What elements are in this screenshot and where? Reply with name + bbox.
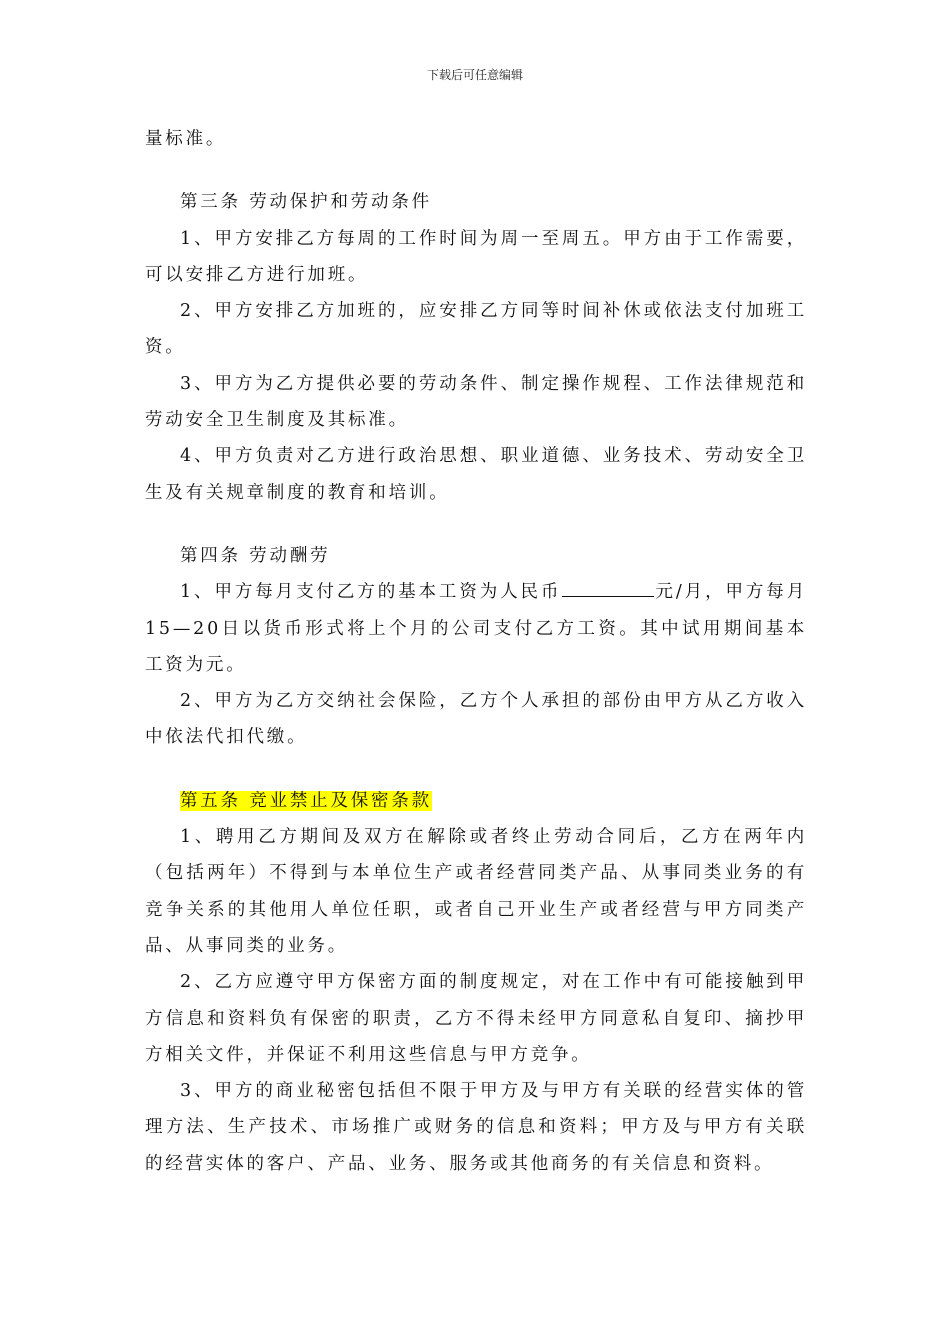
article-4-item-2: 2、甲方为乙方交纳社会保险，乙方个人承担的部份由甲方从乙方收入中依法代扣代缴。 bbox=[145, 691, 807, 748]
article-5-item-2: 2、乙方应遵守甲方保密方面的制度规定，对在工作中有可能接触到甲方信息和资料负有保密的职责，乙方不得未经甲方同意私自复印、摘抄甲方相关文件，并保证不利用这些信息与甲方竞争。 bbox=[145, 972, 807, 1065]
article-4-item-1-text-b: 元/月，甲方每月15—20日以货币形式将上个月的公司支付乙方工资。其中试用期间基本工资为元。 bbox=[145, 582, 808, 675]
page-header: 下载后可任意编辑 bbox=[426, 68, 523, 82]
intro-continuation: 量标准。 bbox=[145, 129, 227, 149]
article-4-item-1-text-a: 1、甲方每月支付乙方的基本工资为人民币 bbox=[180, 582, 562, 603]
article-5-item-3: 3、甲方的商业秘密包括但不限于甲方及与甲方有关联的经营实体的管理方法、生产技术、市场推广或财务的信息和资料；甲方及与甲方有关联的经营实体的客户、产品、业务、服务或其他商务的有关信息和资料。 bbox=[145, 1081, 807, 1174]
article-4-item-1 bbox=[145, 574, 807, 683]
article-3-item-3: 3、甲方为乙方提供必要的劳动条件、制定操作规程、工作法律规范和劳动安全卫生制度及其标准。 bbox=[145, 373, 807, 431]
section-gap bbox=[145, 511, 807, 538]
article-3-item-4: 4、甲方负责对乙方进行政治思想、职业道德、业务技术、劳动安全卫生及有关规章制度的教育和培训。 bbox=[145, 446, 807, 503]
article-5-title: 第五条 竞业禁止及保密条款 bbox=[180, 790, 432, 811]
article-4-title: 第四条 劳动酬劳 bbox=[180, 545, 331, 566]
section-gap bbox=[145, 756, 807, 783]
article-3-item-1: 1、甲方安排乙方每周的工作时间为周一至周五。甲方由于工作需要，可以安排乙方进行加班。 bbox=[145, 228, 807, 285]
article-5-item-1: 1、聘用乙方期间及双方在解除或者终止劳动合同后，乙方在两年内（包括两年）不得到与本单位生产或者经营同类产品、从事同类业务的有竞争关系的其他用人单位任职，或者自己开业生产或者经营与甲方同类产品、从事同类的业务。 bbox=[145, 827, 807, 956]
article-3-item-2: 2、甲方安排乙方加班的，应安排乙方同等时间补休或依法支付加班工资。 bbox=[145, 301, 807, 358]
document-body bbox=[145, 121, 807, 1182]
article-5-title-line bbox=[145, 783, 807, 819]
article-3-title: 第三条 劳动保护和劳动条件 bbox=[180, 192, 432, 213]
salary-blank-field bbox=[562, 582, 654, 597]
section-gap bbox=[145, 157, 807, 184]
